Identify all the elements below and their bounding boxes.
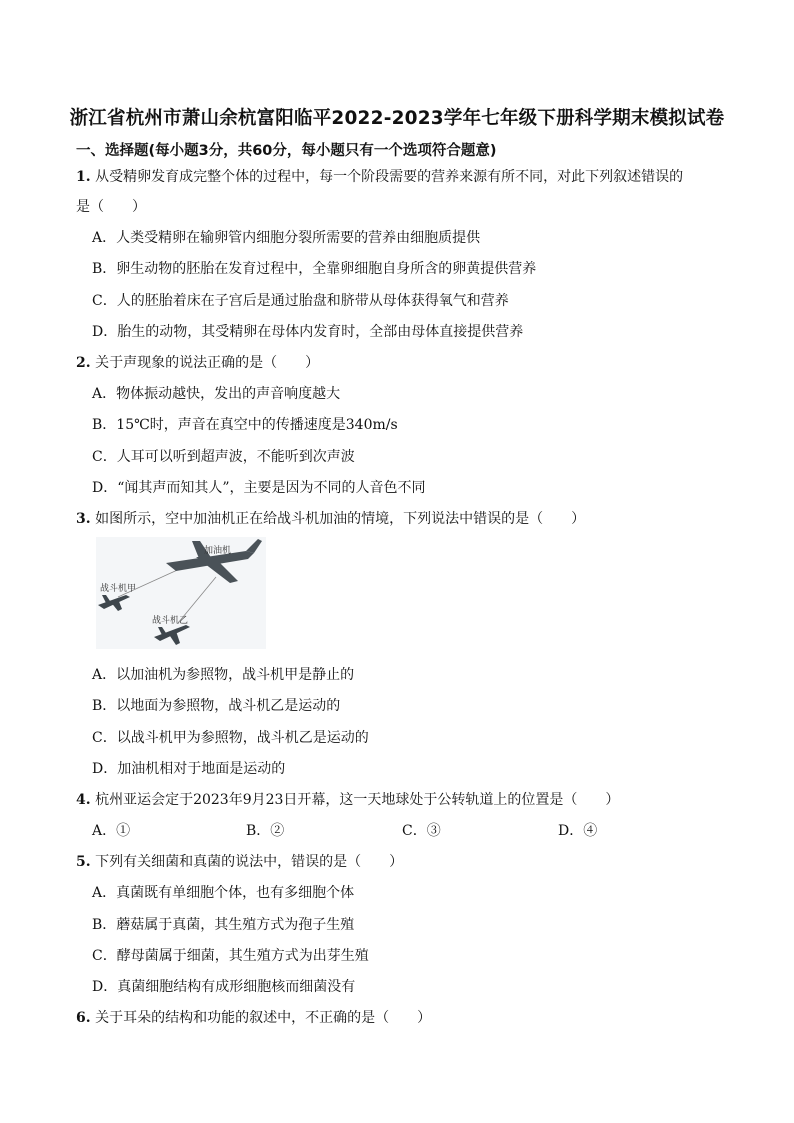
question-stem: 如图所示，空中加油机正在给战斗机加油的情境，下列说法中错误的是（ ） — [95, 511, 586, 527]
question-number: 6. — [76, 1010, 91, 1026]
option-a: A．物体振动越快，发出的声音响度越大 — [92, 386, 341, 402]
option-a: A．真菌既有单细胞个体，也有多细胞个体 — [92, 885, 355, 901]
question-6 — [76, 1007, 431, 1027]
option-b: B．② — [246, 823, 285, 839]
option-b: B．15℃时，声音在真空中的传播速度是340m/s — [92, 417, 398, 433]
question-5 — [76, 851, 403, 871]
option-d: D．加油机相对于地面是运动的 — [92, 761, 286, 777]
option-d: D．胎生的动物，其受精卵在母体内发育时，全部由母体直接提供营养 — [92, 324, 524, 340]
option-b: B．以地面为参照物，战斗机乙是运动的 — [92, 698, 341, 714]
option-a: A．以加油机为参照物，战斗机甲是静止的 — [92, 667, 355, 683]
option-c: C．以战斗机甲为参照物，战斗机乙是运动的 — [92, 730, 369, 746]
option-b: B．蘑菇属于真菌，其生殖方式为孢子生殖 — [92, 917, 355, 933]
option-c: C．人耳可以听到超声波，不能听到次声波 — [92, 449, 355, 465]
exam-title: 浙江省杭州市萧山余杭富阳临平2022-2023学年七年级下册科学期末模拟试卷 — [69, 108, 725, 129]
option-a: A．人类受精卵在输卵管内细胞分裂所需要的营养由细胞质提供 — [92, 230, 481, 246]
option-d: D．“闻其声而知其人”，主要是因为不同的人音色不同 — [92, 480, 426, 496]
tanker-label: 加油机 — [204, 546, 232, 556]
question-stem: 杭州亚运会定于2023年9月23日开幕，这一天地球处于公转轨道上的位置是（ ） — [95, 792, 620, 808]
question-number: 4. — [76, 792, 91, 808]
question-stem: 关于声现象的说法正确的是（ ） — [95, 355, 320, 371]
option-c: C．③ — [402, 823, 441, 839]
refueling-figure — [96, 537, 266, 649]
question-number: 3. — [76, 511, 91, 527]
option-b: B．卵生动物的胚胎在发育过程中，全靠卵细胞自身所含的卵黄提供营养 — [92, 261, 537, 277]
option-d: D．④ — [558, 823, 598, 839]
question-1 — [76, 166, 683, 186]
question-number: 1. — [76, 169, 91, 185]
question-stem: 从受精卵发育成完整个体的过程中，每一个阶段需要的营养来源有所不同，对此下列叙述错误的 — [95, 169, 684, 185]
question-2 — [76, 352, 319, 372]
fighter-b-label: 战斗机乙 — [152, 616, 189, 626]
question-stem: 下列有关细菌和真菌的说法中，错误的是（ ） — [95, 854, 404, 870]
question-number: 5. — [76, 854, 91, 870]
option-c: C．人的胚胎着床在子宫后是通过胎盘和脐带从母体获得氧气和营养 — [92, 293, 509, 309]
section-heading: 一、选择题(每小题3分，共60分，每小题只有一个选项符合题意) — [76, 143, 497, 159]
fighter-a-label: 战斗机甲 — [100, 584, 137, 594]
question-3 — [76, 508, 585, 528]
option-c: C．酵母菌属于细菌，其生殖方式为出芽生殖 — [92, 948, 369, 964]
question-number: 2. — [76, 355, 91, 371]
option-a: A．① — [92, 823, 131, 839]
option-d: D．真菌细胞结构有成形细胞核而细菌没有 — [92, 979, 356, 995]
question-stem-continued: 是（ ） — [76, 199, 146, 215]
question-4 — [76, 789, 619, 809]
question-stem: 关于耳朵的结构和功能的叙述中，不正确的是（ ） — [95, 1010, 432, 1026]
